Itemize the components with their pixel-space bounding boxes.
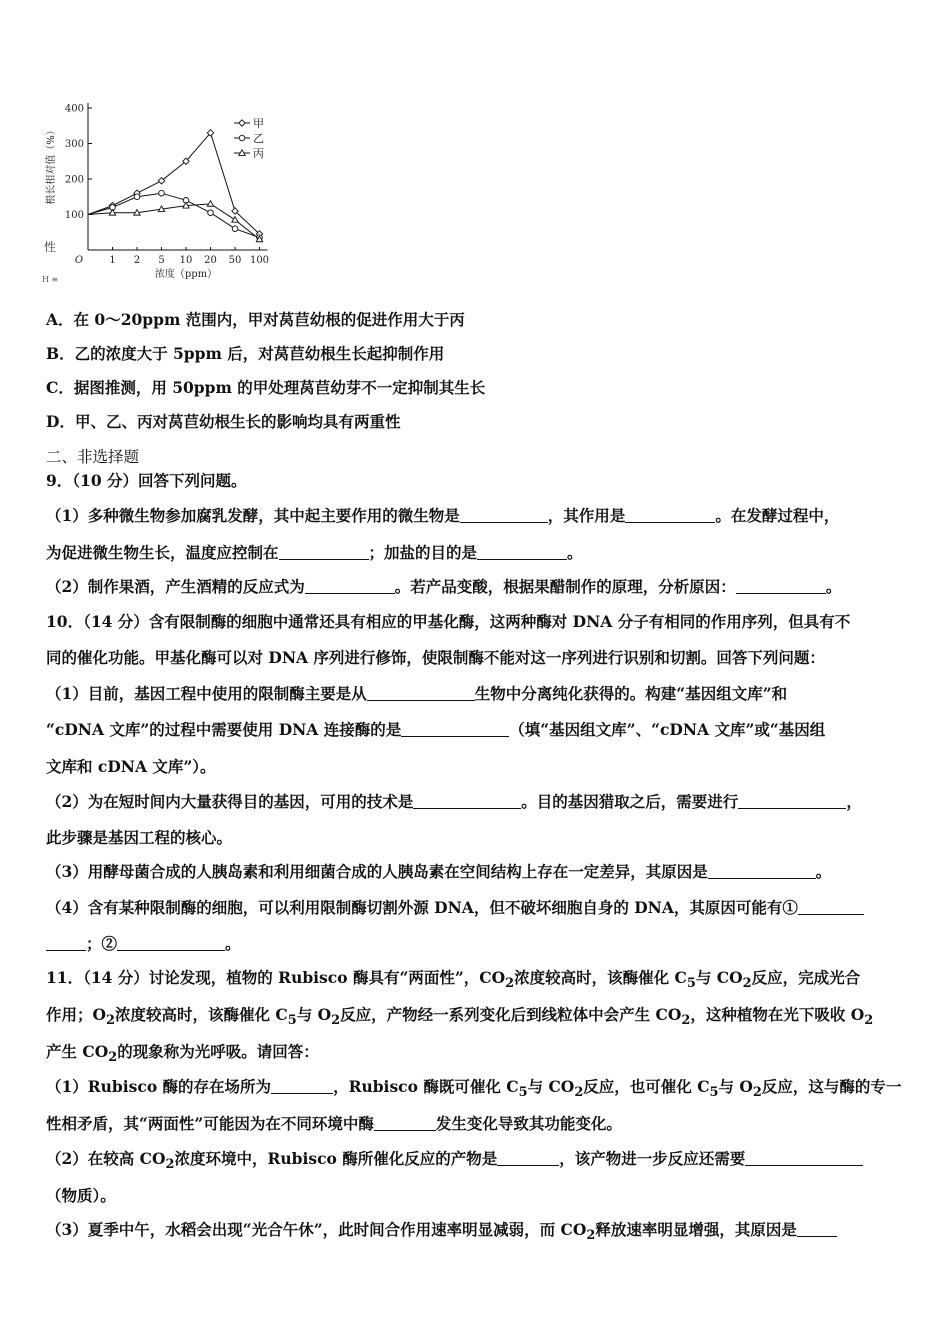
answer-blank[interactable] bbox=[46, 935, 86, 951]
legend-label: 甲 bbox=[253, 117, 264, 130]
q10-line-2: 同的催化功能。甲基化酶可以对 DNA 序列进行修饰，使限制酶不能对这一序列进行识别和切割。回答下列问题： bbox=[46, 648, 825, 667]
x-tick-label: 50 bbox=[228, 255, 242, 266]
point-circle bbox=[134, 194, 140, 200]
legend-label: 乙 bbox=[253, 132, 264, 145]
option-b: B．乙的浓度大于 5ppm 后，对莴苣幼根生长起抑制作用 bbox=[46, 344, 445, 363]
x-tick-label: 100 bbox=[249, 255, 270, 266]
point-diamond bbox=[239, 120, 245, 126]
q10-line-4: “cDNA 文库”的过程中需要使用 DNA 连接酶的是 （填“基因组文库”、“cDNA 文库”或“基因组 bbox=[46, 720, 826, 739]
q9-line-2: 为促进微生物生长，温度应控制在 ；加盐的目的是 。 bbox=[46, 543, 583, 562]
y-tick-label: 300 bbox=[64, 139, 84, 150]
point-circle bbox=[232, 226, 238, 232]
answer-blank[interactable] bbox=[401, 721, 509, 737]
answer-blank[interactable] bbox=[460, 507, 548, 523]
answer-blank[interactable] bbox=[497, 1150, 559, 1166]
point-circle bbox=[159, 190, 165, 196]
q11-line-2: 作用；$O_2$浓度较高时，该酶催化 $C_5$与 $O_2$反应，产物经一系列变化后到线粒体中会产生 $CO_2$，这种植物在光下吸收 $O_2$ bbox=[46, 1005, 874, 1029]
y-tick-label: 200 bbox=[64, 174, 84, 186]
option-c: C．据图推测，用 50ppm 的甲处理莴苣幼芽不一定抑制其生长 bbox=[46, 378, 486, 397]
answer-blank[interactable] bbox=[367, 685, 475, 701]
y-axis-label: 根长相对值（%） bbox=[46, 125, 57, 205]
answer-blank[interactable] bbox=[117, 935, 225, 951]
q10-line-5: 文库和 cDNA 文库”）。 bbox=[46, 757, 216, 776]
answer-blank[interactable] bbox=[271, 1078, 333, 1094]
q11-line-6: （2）在较高 $CO_2$浓度环境中，Rubisco 酶所催化反应的产物是 ，该产物进一步反应还需要 bbox=[46, 1149, 863, 1175]
q10-line-1: 10．（14 分）含有限制酶的细胞中通常还具有相应的甲基化酶，这两种酶对 DNA 分子有相同的作用序列，但具有不 bbox=[46, 612, 851, 631]
q11-line-4: （1）Rubisco 酶的存在场所为 ，Rubisco 酶既可催化 $C_5$与 $CO_2$反应，也可催化 $C_5$与 $O_2$反应，这与酶的专一 bbox=[46, 1077, 902, 1101]
x-tick-label: 10 bbox=[179, 255, 193, 266]
answer-blank[interactable] bbox=[477, 544, 567, 560]
side-label: 性 bbox=[44, 240, 57, 254]
answer-blank[interactable] bbox=[745, 1150, 863, 1166]
x-tick-label: 2 bbox=[133, 255, 141, 266]
x-tick-label: 5 bbox=[158, 255, 165, 266]
answer-blank[interactable] bbox=[708, 863, 816, 879]
q10-line-6: （2）为在短时间内大量获得目的基因，可用的技术是 。目的基因猎取之后，需要进行 ， bbox=[46, 792, 862, 811]
answer-blank[interactable] bbox=[797, 1221, 837, 1237]
x-axis-label: 浓度（ppm） bbox=[154, 269, 218, 280]
y-tick-label: 100 bbox=[64, 210, 84, 221]
point-triangle bbox=[207, 201, 213, 207]
section-heading: 二、非选择题 bbox=[46, 448, 140, 466]
q9-line-3: （2）制作果酒，产生酒精的反应式为 。若产品变酸，根据果醋制作的原理，分析原因： 。 bbox=[46, 577, 842, 596]
answer-blank[interactable] bbox=[305, 578, 395, 594]
origin-label: O bbox=[74, 255, 84, 266]
root-length-chart bbox=[40, 95, 280, 285]
legend-label: 丙 bbox=[253, 147, 264, 160]
q10-line-3: （1）目前，基因工程中使用的限制酶主要是从 生物中分离纯化获得的。构建“基因组文库”和 bbox=[46, 684, 788, 703]
q11-line-8: （3）夏季中午，水稻会出现“光合午休”，此时间合作用速率明显减弱，而 $CO_2$释放速率明显增强，其原因是 bbox=[46, 1220, 837, 1246]
cut-label: H ≡ bbox=[42, 275, 59, 284]
q9-title: 9．（10 分）回答下列问题。 bbox=[46, 471, 247, 490]
q11-line-3: 产生 $CO_2$的现象称为光呼吸。请回答： bbox=[46, 1042, 319, 1066]
answer-blank[interactable] bbox=[413, 793, 521, 809]
q10-line-7: 此步骤是基因工程的核心。 bbox=[46, 828, 233, 847]
q11-line-1: 11．（14 分）讨论发现，植物的 Rubisco 酶具有“两面性”，$CO_2$浓度较高时，该酶催化 $C_5$与 $CO_2$反应，完成光合 bbox=[46, 968, 861, 992]
q10-line-10: ；② 。 bbox=[46, 934, 241, 954]
answer-blank[interactable] bbox=[736, 578, 826, 594]
answer-blank[interactable] bbox=[738, 793, 846, 809]
x-tick-label: 1 bbox=[109, 255, 116, 266]
y-tick-label: 400 bbox=[64, 103, 84, 115]
point-circle bbox=[239, 135, 245, 141]
point-triangle bbox=[232, 217, 238, 223]
point-circle bbox=[208, 210, 214, 216]
q10-line-8: （3）用酵母菌合成的人胰岛素和利用细菌合成的人胰岛素在空间结构上存在一定差异，其原因是 。 bbox=[46, 862, 832, 881]
q11-line-7: （物质）。 bbox=[46, 1186, 116, 1205]
q11-line-5: 性相矛盾，其“两面性”可能因为在不同环境中酶 发生变化导致其功能变化。 bbox=[46, 1114, 622, 1133]
answer-blank[interactable] bbox=[798, 899, 864, 915]
option-a: A．在 0～20ppm 范围内，甲对莴苣幼根的促进作用大于丙 bbox=[46, 310, 465, 329]
q9-line-1: （1）多种微生物参加腐乳发酵，其中起主要作用的微生物是 ，其作用是 。在发酵过程中， bbox=[46, 506, 840, 525]
answer-blank[interactable] bbox=[374, 1115, 436, 1131]
q10-line-9: （4）含有某种限制酶的细胞，可以利用限制酶切割外源 DNA，但不破坏细胞自身的 DNA，其原因可能有① bbox=[46, 898, 864, 918]
x-tick-label: 20 bbox=[204, 255, 217, 266]
option-d: D．甲、乙、丙对莴苣幼根生长的影响均具有两重性 bbox=[46, 412, 401, 431]
answer-blank[interactable] bbox=[625, 507, 715, 523]
answer-blank[interactable] bbox=[279, 544, 369, 560]
